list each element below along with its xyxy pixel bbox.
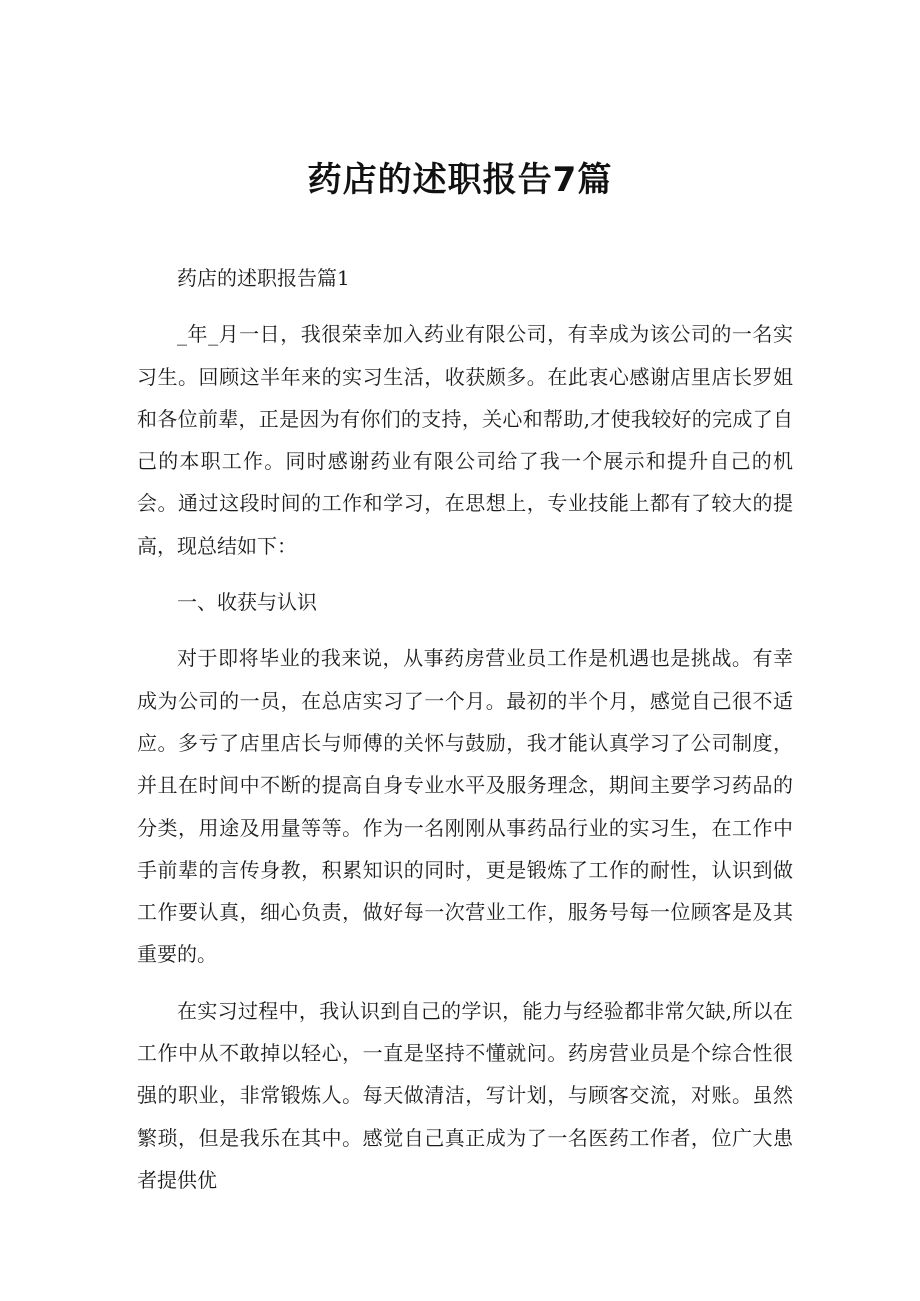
document-title: 药店的述职报告7篇 — [307, 160, 613, 200]
paragraph: _年_月一日，我很荣幸加入药业有限公司，有幸成为该公司的一名实习生。回顾这半年来的实习生活，收获颇多。在此衷心感谢店里店长罗姐和各位前辈，正是因为有你们的支持，关心和帮助,才使我较好的完成了自己的本职工作。同时感谢药业有限公司给了我一个展示和提升自己的机会。通过这段时间的工作和学习，在思想上，专业技能上都有了较大的提高，现总结如下： — [137, 322, 793, 558]
paragraph: 对于即将毕业的我来说，从事药房营业员工作是机遇也是挑战。有幸成为公司的一员，在总店实习了一个月。最初的半个月，感觉自己很不适应。多亏了店里店长与师傅的关怀与鼓励，我才能认真学习了公司制度，并且在时间中不断的提高自身专业水平及服务理念，期间主要学习药品的分类，用途及用量等等。作为一名刚刚从事药品行业的实习生，在工作中手前辈的言传身教，积累知识的同时，更是锻炼了工作的耐性，认识到做工作要认真，细心负责，做好每一次营业工作，服务号每一位顾客是及其重要的。 — [137, 646, 793, 967]
paragraph: 在实习过程中，我认识到自己的学识，能力与经验都非常欠缺,所以在工作中从不敢掉以轻心，一直是坚持不懂就问。药房营业员是个综合性很强的职业，非常锻炼人。每天做清洁，写计划，与顾客交流，对账。虽然繁琐，但是我乐在其中。感觉自己真正成为了一名医药工作者，位广大患者提供优 — [137, 998, 793, 1192]
section-heading: 一、收获与认识 — [177, 590, 317, 615]
document-body — [137, 257, 793, 1201]
section-heading: 药店的述职报告篇1 — [177, 266, 350, 290]
